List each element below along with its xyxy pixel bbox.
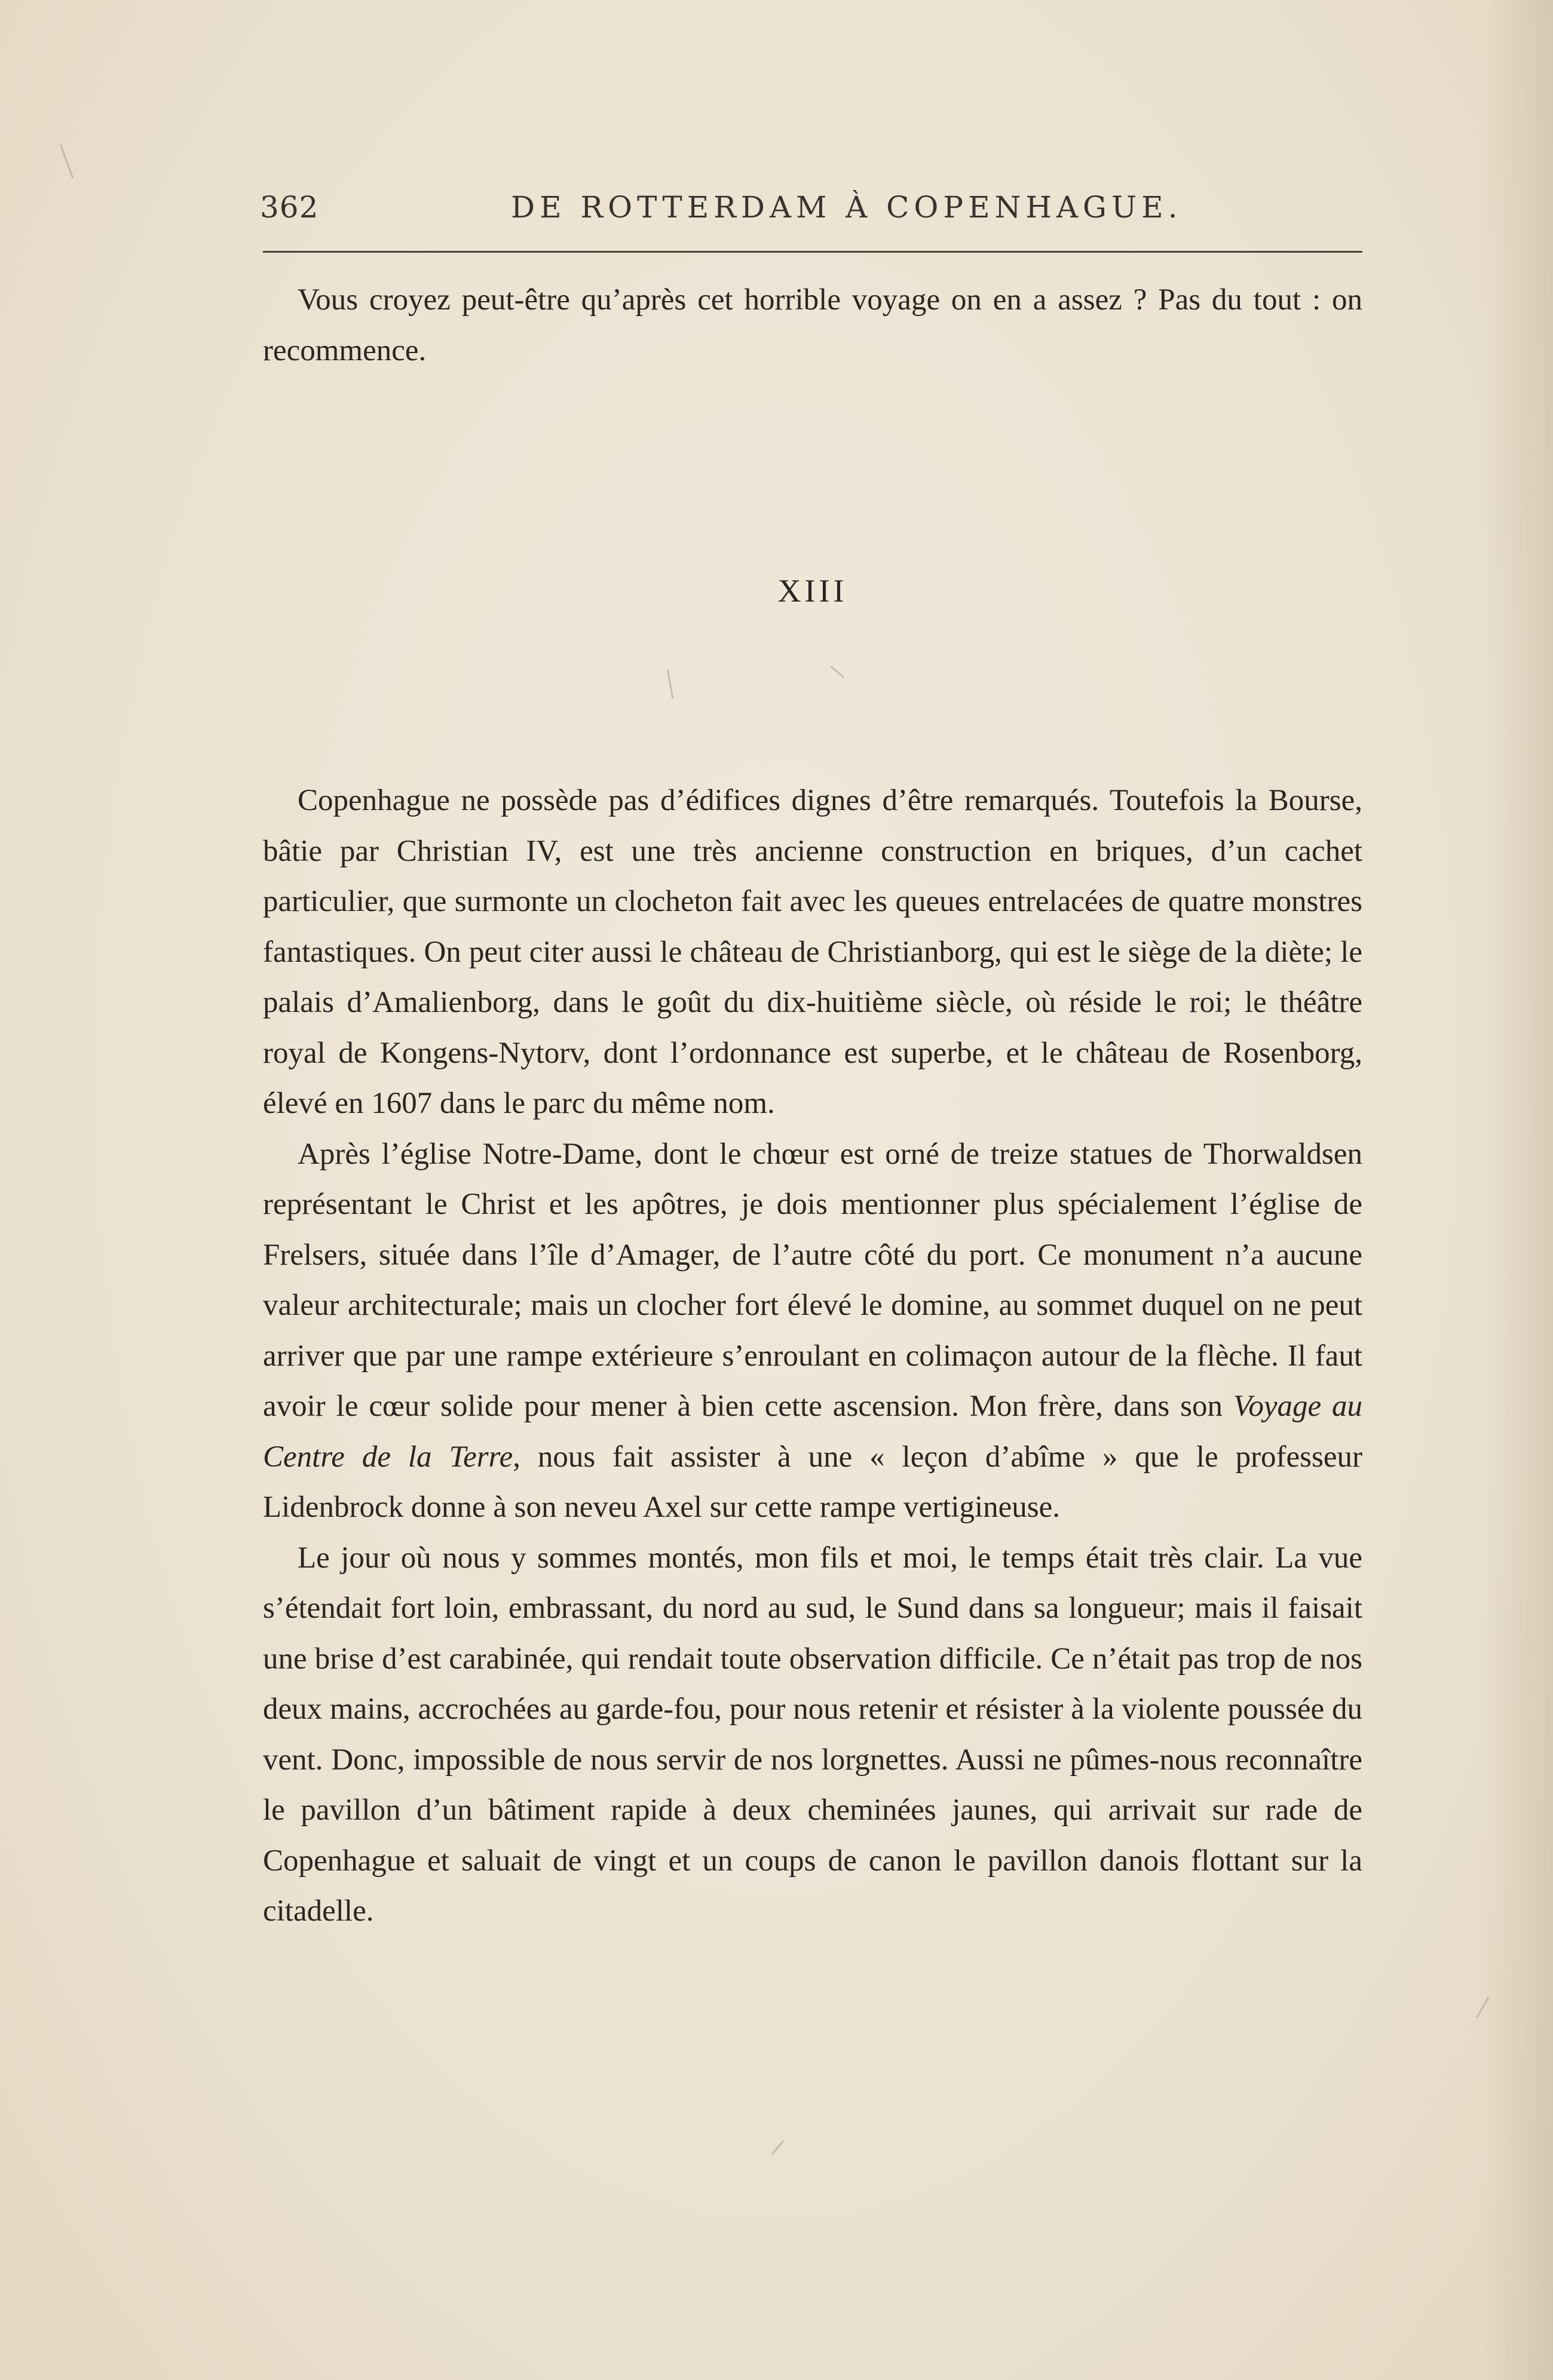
page-edge-shadow: [1481, 0, 1553, 2380]
paper-speck: [667, 669, 674, 699]
section-heading: XIII: [777, 573, 848, 609]
intro-paragraph: Vous croyez peut-être qu’après cet horrible voyage on en a assez ? Pas du tout : on recommence.: [263, 283, 1362, 367]
header-rule: [263, 251, 1362, 253]
running-head: DE ROTTERDAM À COPENHAGUE.: [511, 190, 1183, 225]
paragraph-2-part-2: , nous fait assister à une « leçon d’abîme » que le professeur Lidenbrock donne à son neveu Axel sur cette rampe vertigineuse.: [263, 1440, 1362, 1524]
paragraph-2-part-1: Après l’église Notre-Dame, dont le chœur est orné de treize statues de Thorwaldsen représentant le Christ et les apôtres, je dois mentionner plus spécialement l’église de Frelsers, située dans l’île d’Amager, de l’autre côté du port. Ce monument n’a aucune valeur architecturale; mais un clocher fort élevé le domine, au sommet duquel on ne peut arriver que par une rampe extérieure s’enroulant en colimaçon autour de la flèche. Il faut avoir le cœur solide pour mener à bien cette ascension. Mon frère, dans son: [263, 1137, 1362, 1423]
page-header: [260, 190, 1365, 232]
intro-text: [263, 275, 1362, 376]
page-number: 362: [260, 190, 319, 225]
paragraph-3: Le jour où nous y sommes montés, mon fils et moi, le temps était très clair. La vue s’étendait fort loin, embrassant, du nord au sud, le Sund dans sa longueur; mais il faisait une brise d’est carabinée, qui rendait toute observation difficile. Ce n’était pas trop de nos deux mains, accrochées au garde-fou, pour nous retenir et résister à la violente poussée du vent. Donc, impossible de nous servir de nos lorgnettes. Aussi ne pûmes-nous reconnaître le pavillon d’un bâtiment rapide à deux cheminées jaunes, qui arrivait sur rade de Copenhague et saluait de vingt et un coups de canon le pavillon danois flottant sur la citadelle.: [263, 1541, 1362, 1928]
book-title: Voyage au Centre de la Terre: [263, 1390, 1363, 1474]
paragraph-1: Copenhague ne possède pas d’édifices dignes d’être remarqués. Toutefois la Bourse, bâtie par Christian IV, est une très ancienne construction en briques, d’un cachet particulier, que surmonte un clocheton fait avec les queues entrelacées de quatre monstres fantastiques. On peut citer aussi le château de Christianborg, qui est le siège de la diète; le palais d’Amalienborg, dans le goût du dix-huitième siècle, où réside le roi; le théâtre royal de Kongens-Nytorv, dont l’ordonnance est superbe, et le château de Rosenborg, élevé en 1607 dans le parc du même nom.: [263, 784, 1362, 1120]
paper-speck: [830, 665, 845, 679]
paper-speck: [60, 144, 73, 178]
paper-speck: [771, 2140, 785, 2155]
section-body: [263, 775, 1362, 1937]
paragraph-2: [263, 1129, 1362, 1533]
